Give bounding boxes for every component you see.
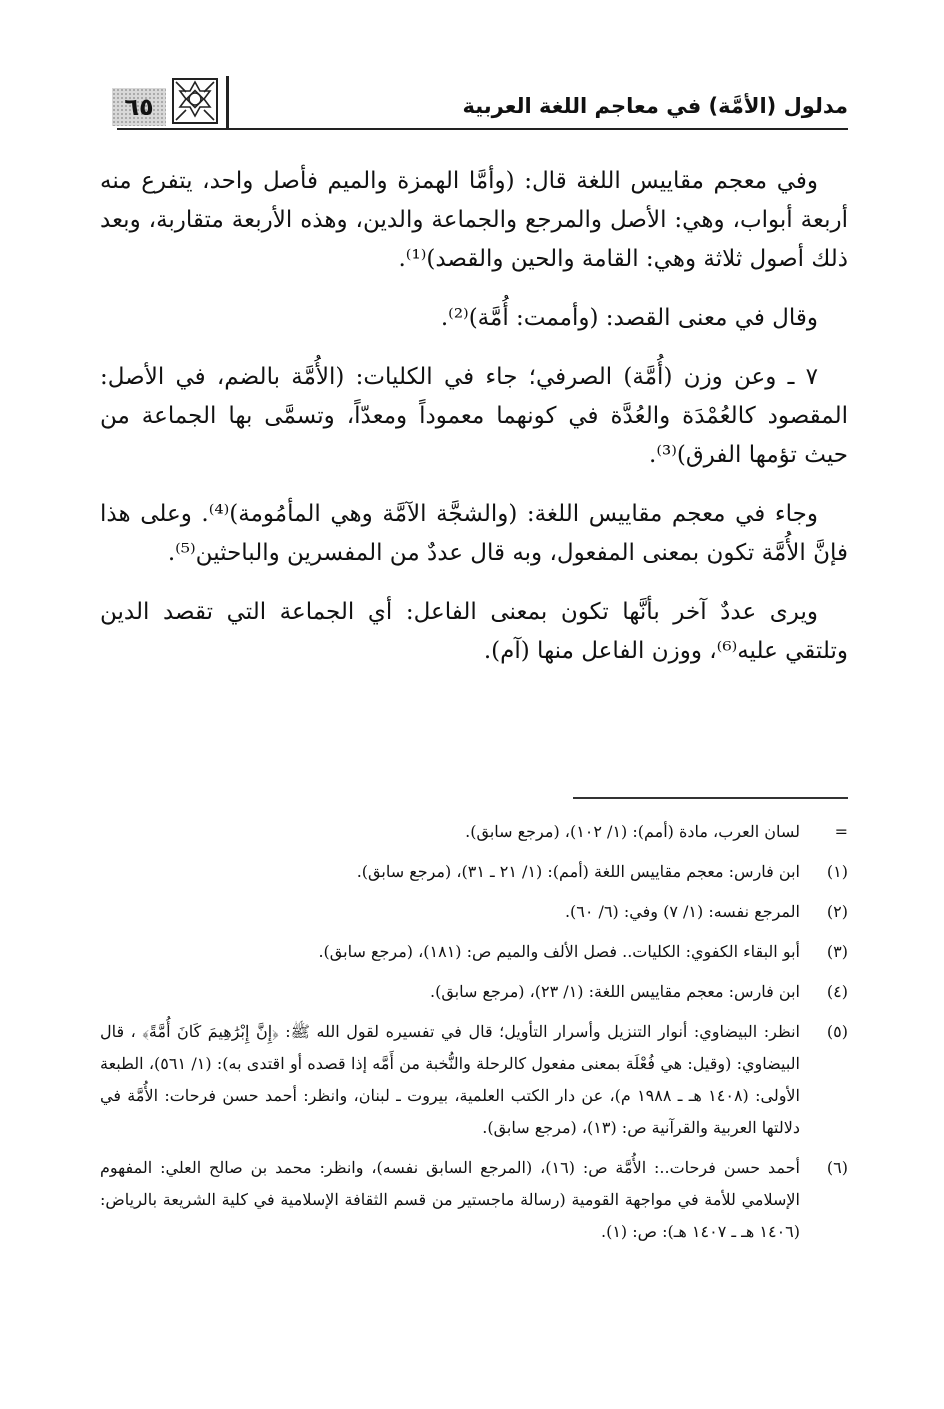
footnote-text: أحمد حسن فرحات..: الأُمَّة ص: (١٦)، (المرجع السابق نفسه)، وانظر: محمد بن صالح العلي: المفهوم الإسلامي للأمة في مواجهة القومية (رسالة ماجستير من قسم الثقافة الإسلامية في كلية الشريعة بالرياض: (١٤٠٦ هـ ـ ١٤٠٧ هـ): ص: (١). <box>100 1158 800 1241</box>
footnote-text: ابن فارس: معجم مقاييس اللغة: (١/ ٢٣)، (مرجع سابق). <box>429 982 800 1001</box>
paragraph: وقال في معنى القصد: (وأممت: أُمَّة)⁽²⁾. <box>440 305 818 331</box>
footnote <box>100 816 848 848</box>
footnotes <box>100 816 848 1256</box>
footnote-number: (٤) <box>826 982 848 1001</box>
footnote-number: (٢) <box>826 902 848 921</box>
footnote-number: = <box>834 822 848 841</box>
footnote <box>100 976 848 1008</box>
running-title: مدلول (الأمَّة) في معاجم اللغة العربية <box>462 94 848 118</box>
header-rule <box>117 128 848 130</box>
paragraph: وجاء في معجم مقاييس اللغة: (والشجَّة الآمَّة وهي المأمُومة)⁽⁴⁾. وعلى هذا فإنَّ الأُمَّة تكون بمعنى المفعول، وبه قال عددٌ من المفسرين والباحثين⁽⁵⁾. <box>100 501 848 566</box>
footnote <box>100 896 848 928</box>
footnote-number: (٥) <box>826 1022 848 1041</box>
footnote-number: (٦) <box>826 1158 848 1177</box>
paragraph: ٧ ـ وعن وزن (أُمَّة) الصرفي؛ جاء في الكليات: (الأُمَّة بالضم، في الأصل: المقصود كالعُمْدَة والعُدَّة في كونهما معموداً ومعدّاً، وتسمَّى بها الجماعة من حيث تؤمها الفرق)⁽³⁾. <box>100 364 848 468</box>
footnote-text: ابن فارس: معجم مقاييس اللغة (أمم): (١/ ٢١ ـ ٣١)، (مرجع سابق). <box>356 862 800 881</box>
footnote <box>100 1152 848 1248</box>
footnote-text: المرجع نفسه: (١/ ٧) وفي: (٦/ ٦٠). <box>564 902 800 921</box>
footnote-number: (٣) <box>826 942 848 961</box>
ornament-icon <box>172 78 218 124</box>
page-number: ٦٥ <box>112 88 166 126</box>
footnote-text: أبو البقاء الكفوي: الكليات.. فصل الألف والميم ص: (١٨١)، (مرجع سابق). <box>318 942 800 961</box>
header-divider <box>226 76 229 128</box>
footnote <box>100 936 848 968</box>
body-text <box>100 162 848 691</box>
footnote-text: انظر: البيضاوي: أنوار التنزيل وأسرار التأويل؛ قال في تفسيره لقول الله ﷺ: ﴿إِنَّ إِبْرَٰهِيمَ كَانَ أُمَّةً﴾ ، قال البيضاوي: (وقيل: هي فُعْلَة بمعنى مفعول كالرحلة والنُّخبة من أَمَّه إذا قصده أو اقتدى به): (١/ ٥٦١)، الطبعة الأولى: (١٤٠٨ هـ ـ ١٩٨٨ م)، عن دار الكتب العلمية، بيروت ـ لبنان، وانظر: أحمد حسن فرحات: الأُمَّة في دلالتها العربية والقرآنية ص: (١٣)، (مرجع سابق). <box>100 1022 801 1137</box>
footnote <box>100 856 848 888</box>
paragraph: وفي معجم مقاييس اللغة قال: (وأمَّا الهمزة والميم فأصل واحد، يتفرع منه أربعة أبواب، وهي: الأصل والمرجع والجماعة والدين، وهذه الأربعة متقاربة، وبعد ذلك أصول ثلاثة وهي: القامة والحين والقصد)⁽¹⁾. <box>100 168 848 272</box>
footnote-number: (١) <box>826 862 848 881</box>
paragraph: ويرى عددٌ آخر بأنَّها تكون بمعنى الفاعل: أي الجماعة التي تقصد الدين وتلتقي عليه⁽⁶⁾، ووزن الفاعل منها (آم). <box>100 599 848 664</box>
footnote <box>100 1016 848 1144</box>
footnote-separator <box>573 797 848 799</box>
footnote-text: لسان العرب، مادة (أمم): (١/ ١٠٢)، (مرجع سابق). <box>465 822 800 841</box>
